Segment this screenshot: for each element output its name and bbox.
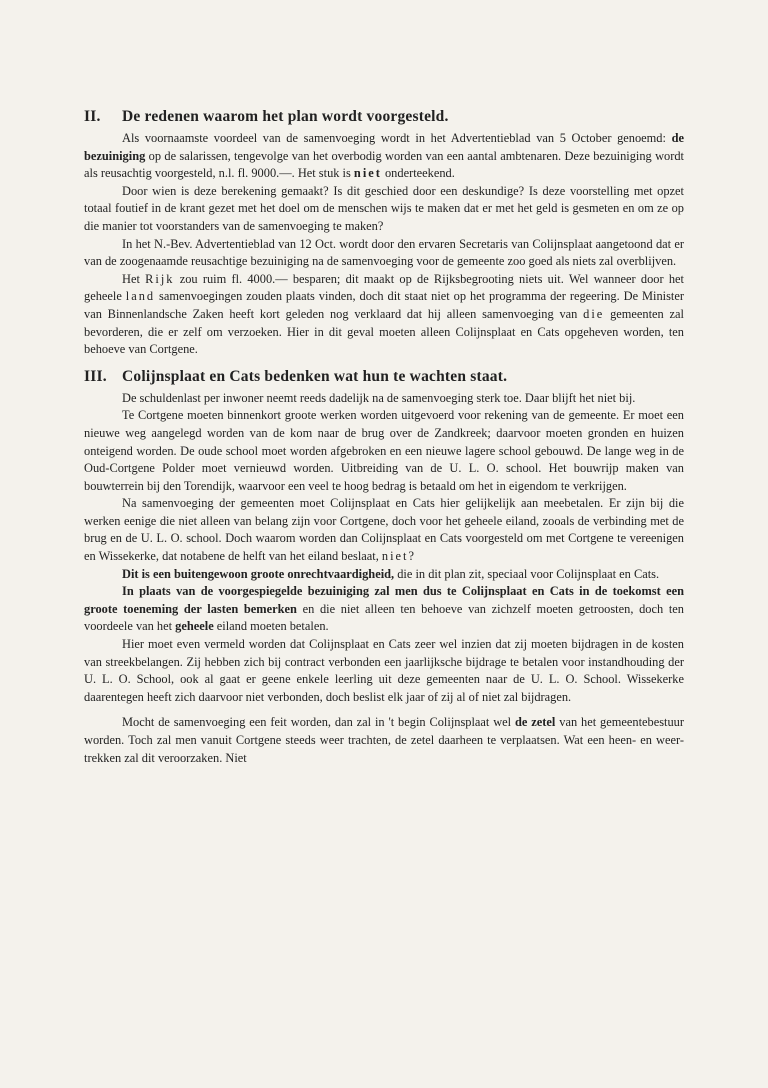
- paragraph: [84, 714, 684, 767]
- text-run: Mocht de samenvoeging een feit worden, dan zal in 't begin Colijnsplaat wel: [122, 715, 516, 730]
- paragraph: Te Cortgene moeten binnenkort groote werken worden uitgevoerd voor rekening van de gemeente. Er moet een nieuwe weg aangelegd worden van de kom naar de brug over de Zandkreek; daarvoor moeten gronden en huizen onteigend worden. De oude school moet worden afgebroken en een nieuwe lagere school gebouwd. De lange weg in de Oud-Cortgene Polder moet vernieuwd worden. Uitbreiding van de U. L. O. school. Het bouwrijp maken van bouwterrein bij den Torendijk, waarvoor een veel te hoog bedrag is betaald om het in eigendom te verkrijgen.: [84, 408, 684, 493]
- spaced-text: land: [125, 289, 156, 304]
- text-run: op de salarissen, tengevolge van het overbodig worden van een aantal ambtenaren. Deze bezuiniging wordt als reusachtig voorgesteld, n.l. fl. 9000.—. Het stuk is: [84, 148, 684, 181]
- bold-text: Dit is een buitengewoon groote onrechtvaardigheid,: [122, 566, 395, 581]
- text-run: en die niet alleen ten behoeve van zichzelf moeten getroosten, doch ten voordeele van het: [84, 601, 684, 634]
- paragraph: [84, 566, 684, 584]
- spaced-text: niet: [353, 166, 382, 181]
- text-run: Als voornaamste voordeel van de samenvoeging wordt in het Advertentieblad van 5 October genoemd:: [122, 131, 672, 145]
- bold-text: de zetel: [515, 715, 556, 730]
- section-number-2: II.: [84, 108, 101, 125]
- text-run: zou ruim fl. 4000.— besparen; dit maakt op de Rijksbegrooting niets uit. Wel wanneer door het geheele: [84, 271, 684, 304]
- text-run: onderteekend.: [381, 166, 455, 181]
- section-title-2: De redenen waarom het plan wordt voorgesteld.: [122, 108, 449, 125]
- bold-text: de bezuiniging: [84, 131, 684, 163]
- text-run: ?: [408, 549, 415, 564]
- paragraph: Door wien is deze berekening gemaakt? Is dit geschied door een deskundige? Is deze voorstelling met opzet totaal foutief in de krant gezet met het doel om de menschen wijs te maken dat er met het geld is gesmeten en om ze op die manier tot voorstanders van de samenvoeging te maken?: [84, 183, 684, 233]
- paragraph: [84, 130, 684, 183]
- text-run: Na samenvoeging der gemeenten moet Colijnsplaat en Cats hier gelijkelijk aan meebetalen. Er zijn bij die werken eenige die niet alleen van belang zijn voor Cortgene, doch voor het geheele eiland, zooals de verbinding met de brug en de U. L. O. school. Doch waarom worden dan Colijnsplaat en Cats voorgesteld om met Cortgene te vereenigen en Wissekerke, dat notabene de helft van het eiland beslaat,: [84, 496, 684, 564]
- text-run: van het gemeentebestuur worden. Toch zal men vanuit Cortgene steeds weer trachten, de zetel daarheen te verplaatsen. Wat een heen- en weer-trekken zal dit veroorzaken. Niet: [84, 715, 684, 765]
- text-run: Het: [122, 271, 146, 286]
- text-run: gemeenten zal bevorderen, die er zelf om verzoeken. Hier in dit geval moeten alleen Colijnsplaat en Cats opgeheven worden, ten behoeve van Cortgene.: [84, 306, 684, 357]
- spaced-text: Rijk: [145, 271, 175, 286]
- paragraph: De schuldenlast per inwoner neemt reeds dadelijk na de samenvoeging sterk toe. Daar blijft het niet bij.: [122, 390, 636, 405]
- spaced-text: niet: [381, 549, 409, 564]
- bold-text: geheele: [175, 619, 214, 634]
- text-run: samenvoegingen zouden plaats vinden, doch dit staat niet op het programma der regeering. De Minister van Binnenlandsche Zaken heeft kort geleden nog verklaard dat hij alleen samenvoeging van: [84, 289, 684, 321]
- paragraph: Hier moet even vermeld worden dat Colijnsplaat en Cats zeer wel inzien dat zij moeten bijdragen in de kosten van streekbelangen. Zij hebben zich bij contract verbonden een jaarlijksche bijdrage te betalen voor instandhouding der U. L. O. School, ook al gaat er geene enkele leerling uit deze gemeenten naar de U. L. O. School. Wissekerke daarentegen heeft zich daarvoor niet verbonden, doch beslist elk jaar of zij al of niet zal bijdragen.: [84, 637, 684, 704]
- bold-text: In plaats van de voorgespiegelde bezuiniging zal men dus te Colijnsplaat en Cats in de toekomst een groote toeneming der lasten bemerken: [84, 584, 684, 616]
- paragraph: [84, 495, 684, 565]
- section-title-3: Colijnsplaat en Cats bedenken wat hun te wachten staat.: [122, 367, 508, 385]
- section-number-3: III.: [84, 367, 107, 385]
- text-run: eiland moeten betalen.: [213, 619, 329, 634]
- spaced-text: die: [583, 306, 605, 321]
- paragraph: In het N.-Bev. Advertentieblad van 12 Oct. wordt door den ervaren Secretaris van Colijnsplaat aangetoond dat er van de zoogenaamde reusachtige bezuiniging na de samenvoeging voor de gemeente zoo goed als niets zal overblijven.: [84, 236, 684, 269]
- paragraph: [84, 271, 684, 359]
- section-heading-3: [84, 368, 684, 386]
- text-run: die in dit plan zit, speciaal voor Colijnsplaat en Cats.: [394, 566, 660, 581]
- section-heading-2: [84, 108, 684, 126]
- paragraph: [84, 583, 684, 636]
